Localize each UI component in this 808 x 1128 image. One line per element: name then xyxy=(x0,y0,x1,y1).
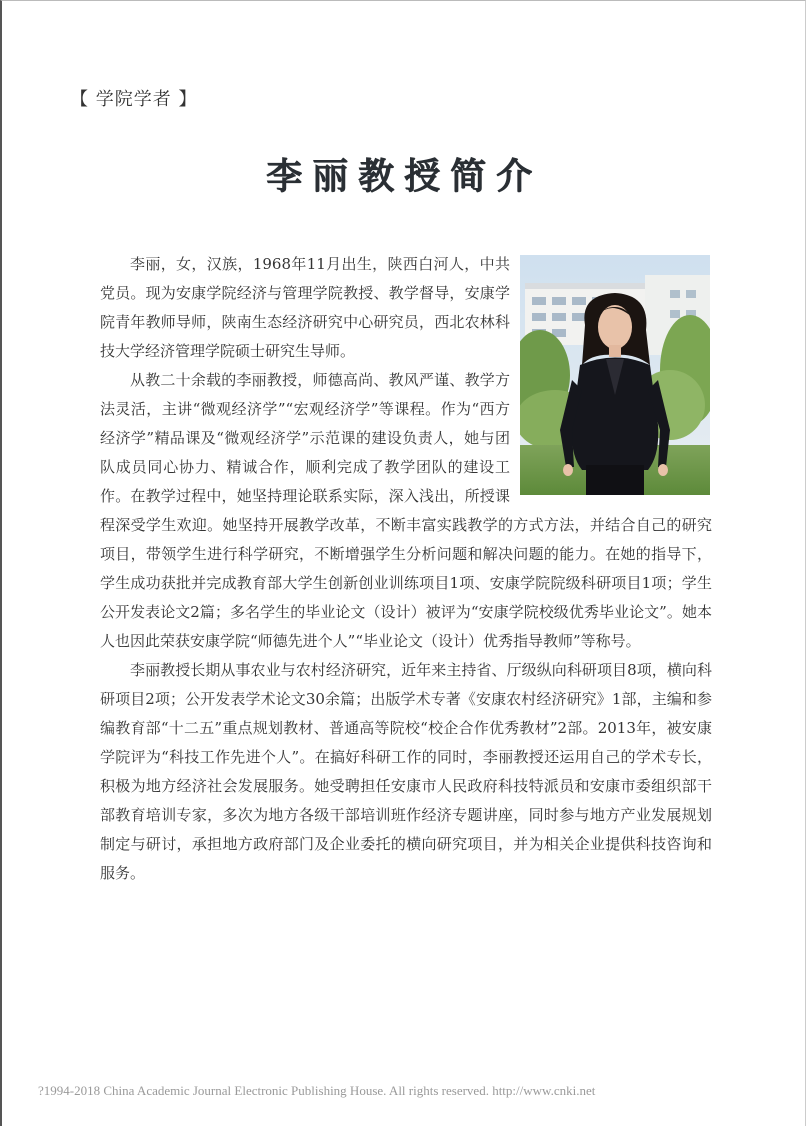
section-tag: 【 学院学者 】 xyxy=(70,89,198,110)
paragraph-research: 李丽教授长期从事农业与农村经济研究，近年来主持省、厅级纵向科研项目8项，横向科研项目2项；公开发表学术论文30余篇；出版学术专著《安康农村经济研究》1部，主编和参编教育部“十二五”重点规划教材、普通高等院校“校企合作优秀教材”2部。2013年，被安康学院评为“科技工作先进个人”。在搞好科研工作的同时，李丽教授还运用自己的学术专长，积极为地方经济社会发展服务。她受聘担任安康市人民政府科技特派员和安康市委组织部干部教育培训专家，多次为地方各级干部培训班作经济专题讲座，同时参与地方产业发展规划制定与研讨，承担地方政府部门及企业委托的横向研究项目，并为相关企业提供科技咨询和服务。 xyxy=(100,661,712,882)
paragraph-teaching: 从教二十余载的李丽教授，师德高尚、教风严谨、教学方法灵活，主讲“微观经济学”“宏观经济学”等课程。作为“西方经济学”精品课及“微观经济学”示范课的建设负责人，她与团队成员同心协力、精诚合作，顺利完成了教学团队的建设工作。在教学过程中，她坚持理论联系实际，深入浅出，所授课程深受学生欢迎。她坚持开展教学改革，不断丰富实践教学的方式方法，并结合自己的研究项目，带领学生进行科学研究，不断增强学生分析问题和解决问题的能力。在她的指导下，学生成功获批并完成教育部大学生创新创业训练项目1项、安康学院院级科研项目1项；学生公开发表论文2篇；多名学生的毕业论文（设计）被评为“安康学院校级优秀毕业论文”。她本人也因此荣获安康学院“师德先进个人”“毕业论文（设计）优秀指导教师”等称号。 xyxy=(100,371,712,650)
body-text xyxy=(100,250,712,888)
copyright-footer: ?1994-2018 China Academic Journal Electronic Publishing House. All rights reserved. http://www.cnki.net xyxy=(38,1083,596,1098)
photo-spacer xyxy=(522,252,712,490)
paragraph-intro: 李丽，女，汉族，1968年11月出生，陕西白河人，中共党员。现为安康学院经济与管理学院教授、教学督导，安康学院青年教师导师，陕南生态经济研究中心研究员，西北农林科技大学经济管理学院硕士研究生导师。 xyxy=(100,255,510,360)
page-title: 李丽教授简介 xyxy=(265,155,542,197)
